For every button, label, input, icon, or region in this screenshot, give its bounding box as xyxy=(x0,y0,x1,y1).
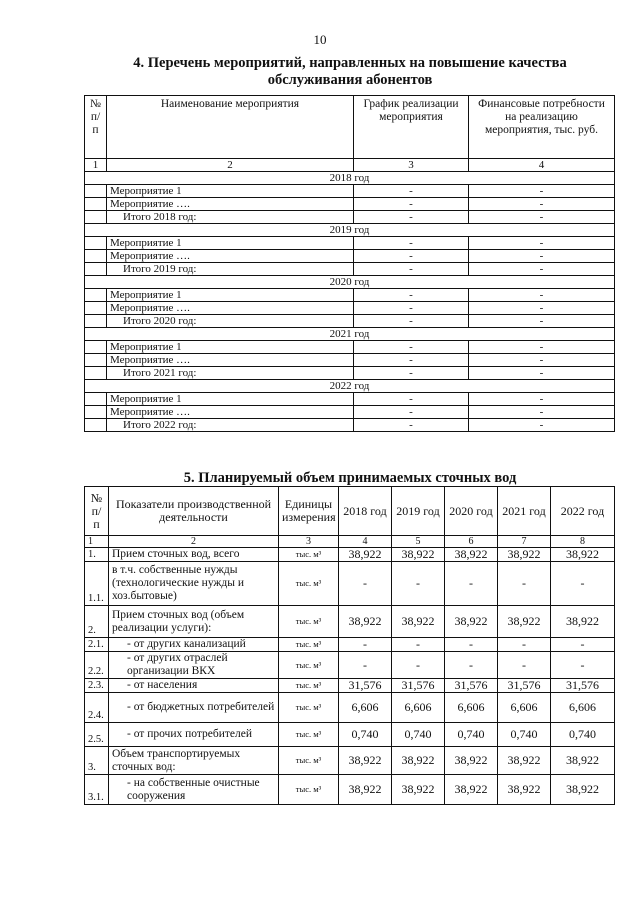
indicator-value: - xyxy=(498,638,551,652)
indicator-row xyxy=(85,693,615,723)
indicator-value: 6,606 xyxy=(551,693,615,723)
indicator-value: 6,606 xyxy=(445,693,498,723)
activity-no xyxy=(85,315,107,328)
indicator-value: 0,740 xyxy=(551,723,615,747)
activity-schedule: - xyxy=(354,237,469,250)
indicator-no: 3.1. xyxy=(85,775,109,805)
colnum-cell: 4 xyxy=(339,536,392,548)
activity-row xyxy=(85,185,615,198)
indicator-value: 6,606 xyxy=(339,693,392,723)
header-cell: 2019 год xyxy=(392,487,445,536)
header-cell: Показатели производственной деятельности xyxy=(109,487,279,536)
indicator-value: 38,922 xyxy=(339,548,392,562)
colnum-cell: 5 xyxy=(392,536,445,548)
indicator-no: 2. xyxy=(85,606,109,638)
year-label: 2021 год xyxy=(85,328,615,341)
year-row xyxy=(85,276,615,289)
activity-name: Мероприятие …. xyxy=(107,250,354,263)
activity-no xyxy=(85,289,107,302)
indicator-value: 38,922 xyxy=(339,775,392,805)
activity-finance: - xyxy=(469,406,615,419)
indicator-no: 2.5. xyxy=(85,723,109,747)
colnum-cell: 2 xyxy=(107,159,354,172)
activity-schedule: - xyxy=(354,211,469,224)
activity-row xyxy=(85,393,615,406)
indicator-row xyxy=(85,638,615,652)
activity-no xyxy=(85,406,107,419)
year-label: 2019 год xyxy=(85,224,615,237)
activity-name: Мероприятие …. xyxy=(107,354,354,367)
activity-name: Мероприятие 1 xyxy=(107,341,354,354)
year-row xyxy=(85,224,615,237)
indicator-value: 38,922 xyxy=(445,747,498,775)
indicator-unit: тыс. м³ xyxy=(279,679,339,693)
activity-row xyxy=(85,211,615,224)
indicator-unit: тыс. м³ xyxy=(279,638,339,652)
activity-name: Мероприятие …. xyxy=(107,406,354,419)
indicator-row xyxy=(85,723,615,747)
indicator-row xyxy=(85,652,615,679)
activity-name: Итого 2018 год: xyxy=(107,211,354,224)
indicator-value: 0,740 xyxy=(445,723,498,747)
activity-finance: - xyxy=(469,185,615,198)
activity-finance: - xyxy=(469,211,615,224)
indicator-no: 2.2. xyxy=(85,652,109,679)
indicator-row xyxy=(85,606,615,638)
activity-row xyxy=(85,289,615,302)
wastewater-colnum-row xyxy=(85,536,615,548)
indicator-value: 38,922 xyxy=(392,606,445,638)
indicator-value: 38,922 xyxy=(392,548,445,562)
header-cell: Финансовые потребности на реализацию мероприятия, тыс. руб. xyxy=(469,96,615,159)
activity-no xyxy=(85,419,107,432)
indicator-value: 38,922 xyxy=(551,606,615,638)
colnum-cell: 3 xyxy=(354,159,469,172)
year-label: 2020 год xyxy=(85,276,615,289)
activity-schedule: - xyxy=(354,289,469,302)
indicator-value: 0,740 xyxy=(392,723,445,747)
colnum-cell: 1 xyxy=(85,159,107,172)
activity-finance: - xyxy=(469,237,615,250)
indicator-no: 2.3. xyxy=(85,679,109,693)
header-cell: Наименование мероприятия xyxy=(107,96,354,159)
indicator-value: - xyxy=(445,638,498,652)
header-cell: Единицы измерения xyxy=(279,487,339,536)
activity-name: Мероприятие 1 xyxy=(107,289,354,302)
indicator-row xyxy=(85,775,615,805)
indicator-name: в т.ч. собственные нужды (технологические нужды и хоз.бытовые) xyxy=(109,562,279,606)
header-cell: № п/п xyxy=(85,96,107,159)
activity-no xyxy=(85,367,107,380)
activities-colnum-row xyxy=(85,159,615,172)
activity-no xyxy=(85,198,107,211)
indicator-value: 6,606 xyxy=(498,693,551,723)
indicator-value: 38,922 xyxy=(551,775,615,805)
section4-title-line2: обслуживания абонентов xyxy=(267,72,433,88)
activity-schedule: - xyxy=(354,354,469,367)
indicator-no: 1. xyxy=(85,548,109,562)
indicator-unit: тыс. м³ xyxy=(279,723,339,747)
indicator-unit: тыс. м³ xyxy=(279,606,339,638)
activity-row xyxy=(85,302,615,315)
colnum-cell: 8 xyxy=(551,536,615,548)
activity-name: Мероприятие 1 xyxy=(107,237,354,250)
activity-schedule: - xyxy=(354,263,469,276)
wastewater-table xyxy=(84,486,615,805)
indicator-value: 38,922 xyxy=(551,548,615,562)
indicator-value: - xyxy=(551,562,615,606)
year-row xyxy=(85,380,615,393)
indicator-unit: тыс. м³ xyxy=(279,652,339,679)
activity-no xyxy=(85,393,107,406)
indicator-value: 31,576 xyxy=(392,679,445,693)
indicator-value: 38,922 xyxy=(339,747,392,775)
activity-row xyxy=(85,341,615,354)
activity-name: Итого 2022 год: xyxy=(107,419,354,432)
indicator-value: - xyxy=(339,652,392,679)
indicator-value: - xyxy=(392,652,445,679)
indicator-name: Прием сточных вод (объем реализации услуги): xyxy=(109,606,279,638)
activity-no xyxy=(85,250,107,263)
indicator-value: 38,922 xyxy=(392,747,445,775)
indicator-value: - xyxy=(445,652,498,679)
indicator-name: - от других канализаций xyxy=(109,638,279,652)
activity-row xyxy=(85,354,615,367)
activity-finance: - xyxy=(469,289,615,302)
indicator-value: 38,922 xyxy=(392,775,445,805)
indicator-value: 0,740 xyxy=(498,723,551,747)
activity-row xyxy=(85,250,615,263)
activity-finance: - xyxy=(469,198,615,211)
indicator-value: - xyxy=(339,562,392,606)
indicator-value: 31,576 xyxy=(498,679,551,693)
activity-schedule: - xyxy=(354,367,469,380)
activities-header-row xyxy=(85,96,615,159)
activity-finance: - xyxy=(469,250,615,263)
indicator-row xyxy=(85,679,615,693)
colnum-cell: 7 xyxy=(498,536,551,548)
activity-name: Мероприятие 1 xyxy=(107,393,354,406)
section5-title: 5. Планируемый объем принимаемых сточных вод xyxy=(183,470,517,486)
indicator-name: Прием сточных вод, всего xyxy=(109,548,279,562)
activity-no xyxy=(85,341,107,354)
activity-name: Мероприятие …. xyxy=(107,198,354,211)
colnum-cell: 6 xyxy=(445,536,498,548)
header-cell: 2018 год xyxy=(339,487,392,536)
indicator-value: 31,576 xyxy=(445,679,498,693)
indicator-value: - xyxy=(498,652,551,679)
year-row xyxy=(85,328,615,341)
indicator-value: - xyxy=(392,638,445,652)
indicator-value: - xyxy=(551,652,615,679)
year-label: 2018 год xyxy=(85,172,615,185)
year-label: 2022 год xyxy=(85,380,615,393)
activity-name: Итого 2020 год: xyxy=(107,315,354,328)
activity-no xyxy=(85,211,107,224)
activities-table xyxy=(84,95,615,432)
indicator-value: 31,576 xyxy=(551,679,615,693)
activity-schedule: - xyxy=(354,198,469,211)
indicator-value: - xyxy=(392,562,445,606)
indicator-unit: тыс. м³ xyxy=(279,775,339,805)
header-cell: График реализации мероприятия xyxy=(354,96,469,159)
colnum-cell: 1 xyxy=(85,536,109,548)
page-number: 10 xyxy=(313,32,327,47)
indicator-value: 38,922 xyxy=(445,548,498,562)
indicator-value: 6,606 xyxy=(392,693,445,723)
activity-finance: - xyxy=(469,393,615,406)
activity-finance: - xyxy=(469,354,615,367)
section4-title-line1: 4. Перечень мероприятий, направленных на повышение качества xyxy=(133,55,567,71)
indicator-name: Объем транспортируемых сточных вод: xyxy=(109,747,279,775)
colnum-cell: 2 xyxy=(109,536,279,548)
indicator-row xyxy=(85,548,615,562)
activity-schedule: - xyxy=(354,315,469,328)
activity-finance: - xyxy=(469,367,615,380)
activity-name: Итого 2019 год: xyxy=(107,263,354,276)
indicator-value: 38,922 xyxy=(445,606,498,638)
indicator-unit: тыс. м³ xyxy=(279,747,339,775)
colnum-cell: 4 xyxy=(469,159,615,172)
activity-schedule: - xyxy=(354,341,469,354)
indicator-unit: тыс. м³ xyxy=(279,693,339,723)
header-cell: № п/ п xyxy=(85,487,109,536)
activity-schedule: - xyxy=(354,185,469,198)
header-cell: 2021 год xyxy=(498,487,551,536)
activity-row xyxy=(85,367,615,380)
indicator-value: - xyxy=(498,562,551,606)
header-cell: 2020 год xyxy=(445,487,498,536)
indicator-no: 1.1. xyxy=(85,562,109,606)
indicator-no: 2.1. xyxy=(85,638,109,652)
activity-schedule: - xyxy=(354,393,469,406)
indicator-unit: тыс. м³ xyxy=(279,562,339,606)
activity-no xyxy=(85,302,107,315)
indicator-value: - xyxy=(339,638,392,652)
indicator-no: 2.4. xyxy=(85,693,109,723)
activity-finance: - xyxy=(469,263,615,276)
indicator-value: 38,922 xyxy=(498,548,551,562)
activity-no xyxy=(85,185,107,198)
indicator-value: 38,922 xyxy=(551,747,615,775)
indicator-value: - xyxy=(551,638,615,652)
indicator-value: 38,922 xyxy=(498,747,551,775)
activity-schedule: - xyxy=(354,302,469,315)
activity-no xyxy=(85,237,107,250)
indicator-value: 38,922 xyxy=(445,775,498,805)
header-cell: 2022 год xyxy=(551,487,615,536)
activity-name: Мероприятие …. xyxy=(107,302,354,315)
activity-schedule: - xyxy=(354,406,469,419)
activity-schedule: - xyxy=(354,419,469,432)
indicator-name: - от прочих потребителей xyxy=(109,723,279,747)
indicator-no: 3. xyxy=(85,747,109,775)
activity-row xyxy=(85,198,615,211)
year-row xyxy=(85,172,615,185)
indicator-value: - xyxy=(445,562,498,606)
indicator-name: - от других отраслей организации ВКХ xyxy=(109,652,279,679)
indicator-row xyxy=(85,562,615,606)
indicator-name: - от населения xyxy=(109,679,279,693)
activity-schedule: - xyxy=(354,250,469,263)
activity-row xyxy=(85,419,615,432)
activity-row xyxy=(85,237,615,250)
section4-title xyxy=(80,55,620,89)
activity-no xyxy=(85,354,107,367)
activity-row xyxy=(85,315,615,328)
colnum-cell: 3 xyxy=(279,536,339,548)
indicator-name: - на собственные очистные сооружения xyxy=(109,775,279,805)
activity-finance: - xyxy=(469,419,615,432)
wastewater-header-row xyxy=(85,487,615,536)
indicator-value: 38,922 xyxy=(498,775,551,805)
indicator-value: 31,576 xyxy=(339,679,392,693)
activity-finance: - xyxy=(469,341,615,354)
activity-name: Итого 2021 год: xyxy=(107,367,354,380)
indicator-value: 0,740 xyxy=(339,723,392,747)
activity-row xyxy=(85,263,615,276)
activity-name: Мероприятие 1 xyxy=(107,185,354,198)
activity-no xyxy=(85,263,107,276)
indicator-unit: тыс. м³ xyxy=(279,548,339,562)
activity-finance: - xyxy=(469,315,615,328)
activity-row xyxy=(85,406,615,419)
indicator-name: - от бюджетных потребителей xyxy=(109,693,279,723)
activity-finance: - xyxy=(469,302,615,315)
indicator-row xyxy=(85,747,615,775)
indicator-value: 38,922 xyxy=(498,606,551,638)
indicator-value: 38,922 xyxy=(339,606,392,638)
